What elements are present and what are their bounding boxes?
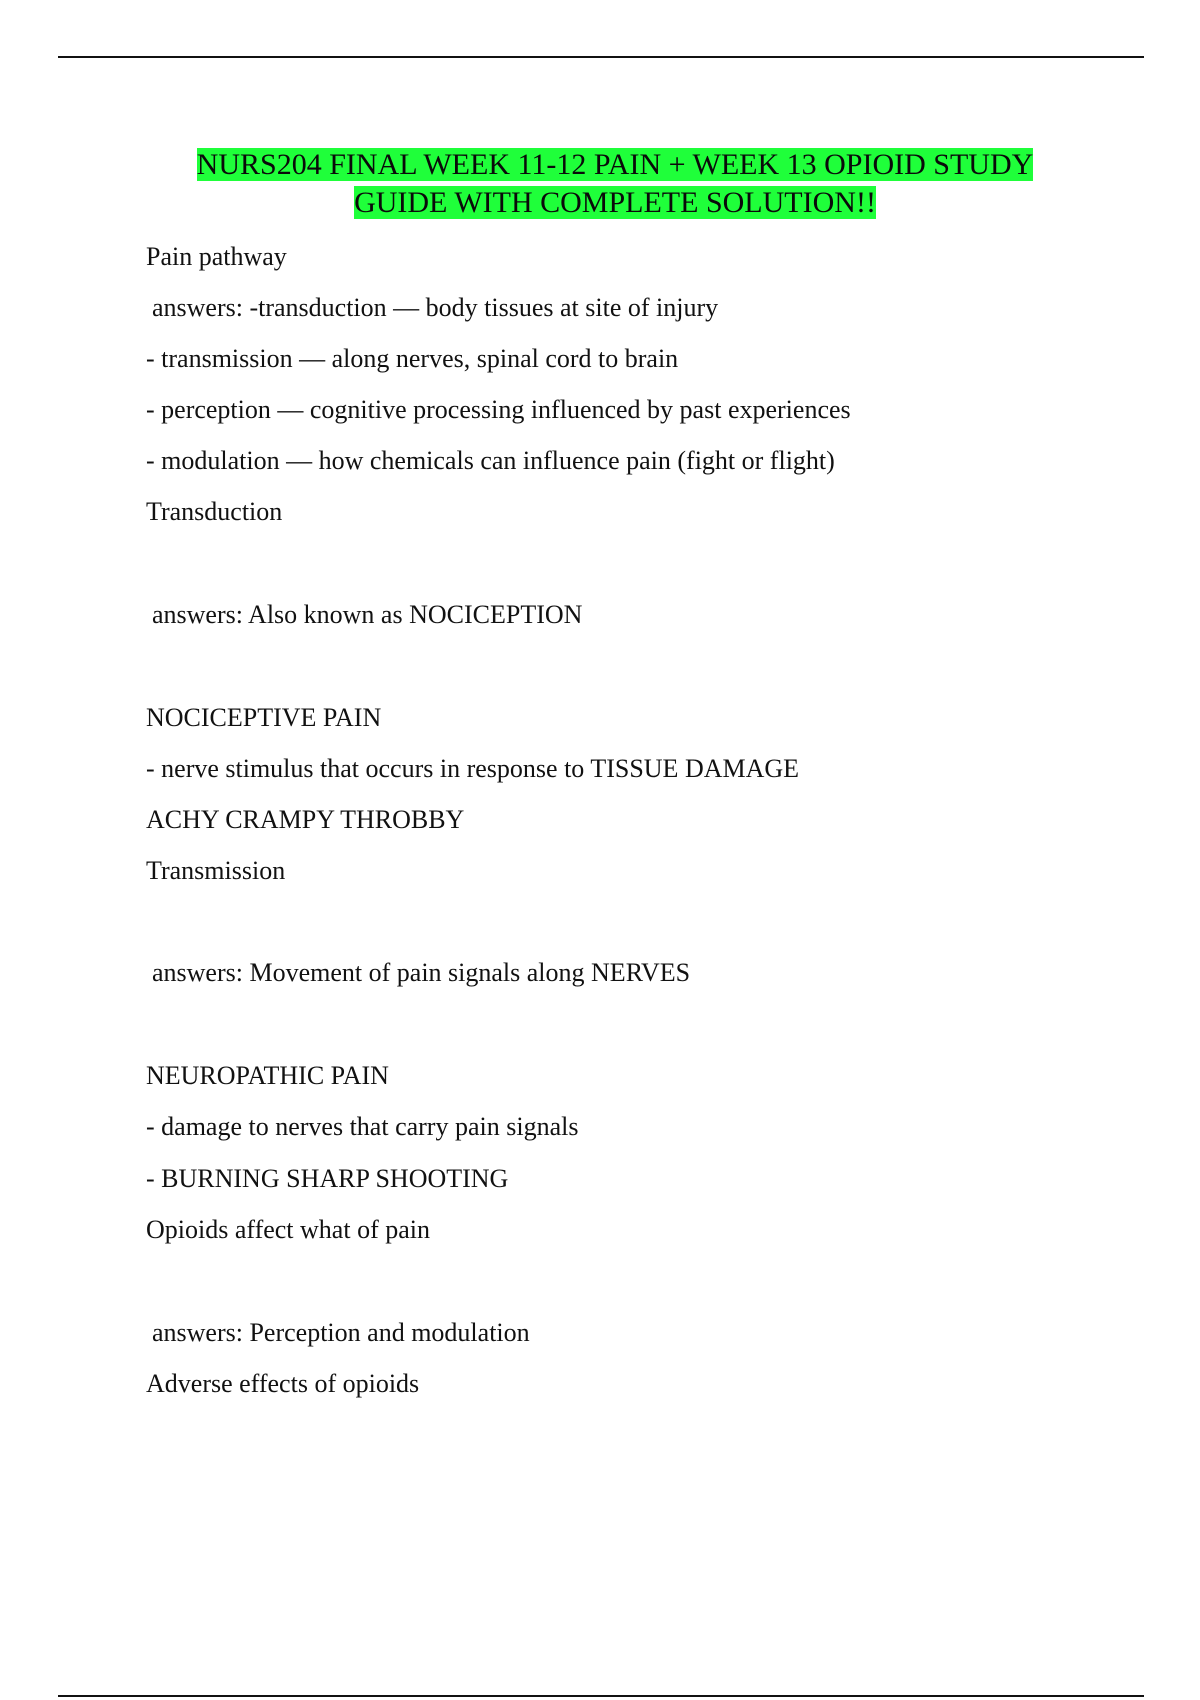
answer-line-perception: - perception — cognitive processing influenced by past experiences bbox=[146, 395, 851, 424]
answer-line-modulation: - modulation — how chemicals can influence pain (fight or flight) bbox=[146, 446, 835, 475]
bottom-rule bbox=[58, 1695, 1144, 1697]
question-transmission: Transmission bbox=[146, 856, 286, 885]
answer-neuropathic-pain: NEUROPATHIC PAIN bbox=[146, 1061, 389, 1090]
title-line-2: GUIDE WITH COMPLETE SOLUTION!! bbox=[354, 186, 876, 219]
top-rule bbox=[58, 56, 1144, 58]
answer-nociceptive-pain: NOCICEPTIVE PAIN bbox=[146, 703, 382, 732]
answer-achy-crampy: ACHY CRAMPY THROBBY bbox=[146, 805, 465, 834]
title-line-1: NURS204 FINAL WEEK 11-12 PAIN + WEEK 13 OPIOID STUDY bbox=[196, 148, 1034, 181]
answer-burning-sharp: - BURNING SHARP SHOOTING bbox=[146, 1164, 509, 1193]
answer-opioids-affect: answers: Perception and modulation bbox=[152, 1318, 530, 1347]
document-title bbox=[120, 146, 1110, 222]
answer-transmission: answers: Movement of pain signals along NERVES bbox=[152, 958, 691, 987]
answer-nerve-damage: - damage to nerves that carry pain signals bbox=[146, 1112, 579, 1141]
answer-transduction: answers: Also known as NOCICEPTION bbox=[152, 600, 583, 629]
question-adverse-effects: Adverse effects of opioids bbox=[146, 1369, 420, 1398]
question-pain-pathway: Pain pathway bbox=[146, 242, 287, 271]
question-transduction: Transduction bbox=[146, 497, 283, 526]
answer-line-transmission: - transmission — along nerves, spinal cord to brain bbox=[146, 344, 679, 373]
question-opioids-affect: Opioids affect what of pain bbox=[146, 1215, 430, 1244]
answer-pain-pathway: answers: -transduction — body tissues at site of injury bbox=[152, 293, 719, 322]
answer-tissue-damage: - nerve stimulus that occurs in response to TISSUE DAMAGE bbox=[146, 754, 800, 783]
